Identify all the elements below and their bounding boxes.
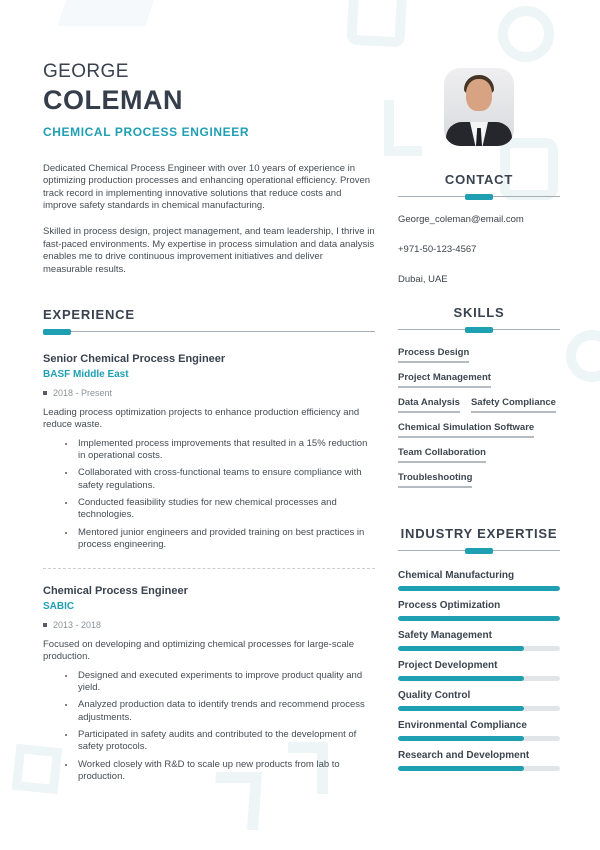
skills-section — [398, 305, 560, 488]
job-title: Senior Chemical Process Engineer — [43, 352, 226, 365]
job-bullet: • Participated in safety audits and contributed to the development of safety protocols. — [76, 729, 375, 754]
contact-list — [398, 214, 560, 285]
contact-item: Dubai, UAE — [398, 274, 448, 285]
expertise-progress-track — [398, 766, 560, 771]
first-name: GEORGE — [43, 61, 129, 82]
expertise-item — [398, 690, 560, 711]
experience-heading: EXPERIENCE — [43, 306, 135, 322]
expertise-label: Chemical Manufacturing — [398, 570, 515, 581]
job-bullet: • Worked closely with R&D to scale up new products from lab to production. — [76, 759, 375, 784]
expertise-label: Environmental Compliance — [398, 720, 527, 731]
divider-accent-segment — [465, 548, 493, 554]
divider-accent-segment — [43, 329, 71, 335]
last-name: COLEMAN — [43, 84, 183, 115]
job-bullet: • Conducted feasibility studies for new chemical processes and technologies. — [76, 497, 375, 522]
expertise-item — [398, 660, 560, 681]
expertise-label: Process Optimization — [398, 600, 501, 611]
summary-paragraph: Skilled in process design, project management, and team leadership, I thrive in fast-paced environments. My expertise in process simulation and data analysis enables me to drive continuous improvement initiatives and deliver measurable results. — [43, 226, 375, 275]
job-company: SABIC — [43, 600, 75, 612]
job-company: BASF Middle East — [43, 368, 129, 380]
date-square-icon — [43, 391, 47, 395]
contact-section — [398, 172, 560, 285]
expertise-label: Quality Control — [398, 690, 471, 701]
contact-item: George_coleman@email.com — [398, 214, 524, 225]
expertise-progress-fill — [398, 706, 524, 711]
section-divider — [398, 327, 560, 333]
expertise-item — [398, 600, 560, 621]
skill-tag: Data Analysis — [398, 397, 460, 413]
job-intro: Focused on developing and optimizing chemical processes for large-scale production. — [43, 638, 355, 663]
expertise-progress-fill — [398, 766, 524, 771]
divider-accent-segment — [465, 327, 493, 333]
experience-section — [43, 307, 375, 784]
date-square-icon — [43, 623, 47, 627]
expertise-list — [398, 570, 560, 771]
contact-item: +971-50-123-4567 — [398, 244, 477, 255]
expertise-progress-track — [398, 676, 560, 681]
section-divider — [398, 194, 560, 200]
job-list — [43, 353, 375, 784]
expertise-progress-track — [398, 736, 560, 741]
job-dates — [43, 388, 375, 398]
job-bullet: • Designed and executed experiments to improve product quality and yield. — [76, 670, 375, 695]
job-bullet-list — [43, 670, 375, 784]
job-bullet: • Collaborated with cross-functional teams to ensure compliance with safety regulations. — [76, 467, 375, 492]
job-bullet-list — [43, 438, 375, 552]
skill-tag: Process Design — [398, 347, 469, 363]
skill-tag: Safety Compliance — [471, 397, 556, 413]
job-dates-text: 2013 - 2018 — [53, 619, 102, 630]
skill-tag: Team Collaboration — [398, 447, 486, 463]
expertise-progress-track — [398, 706, 560, 711]
profile-photo — [444, 68, 514, 146]
name-block — [43, 62, 375, 139]
expertise-progress-fill — [398, 646, 524, 651]
side-column — [398, 62, 560, 788]
skill-tag: Troubleshooting — [398, 472, 472, 488]
job-title: Chemical Process Engineer — [43, 584, 188, 597]
skills-heading: SKILLS — [453, 305, 505, 320]
expertise-item — [398, 570, 560, 591]
expertise-progress-fill — [398, 586, 560, 591]
industry-expertise-section — [398, 526, 560, 771]
skills-list — [398, 347, 560, 488]
expertise-item — [398, 630, 560, 651]
summary-section — [43, 163, 375, 277]
job-dates-text: 2018 - Present — [53, 387, 113, 398]
expertise-progress-fill — [398, 736, 524, 741]
expertise-item — [398, 720, 560, 741]
expertise-progress-fill — [398, 676, 524, 681]
divider-line — [43, 331, 375, 332]
expertise-label: Research and Development — [398, 750, 530, 761]
expertise-progress-fill — [398, 616, 560, 621]
job-bullet: • Implemented process improvements that resulted in a 15% reduction in operational costs. — [76, 438, 375, 463]
skill-tag: Project Management — [398, 372, 491, 388]
contact-heading: CONTACT — [444, 172, 514, 187]
expertise-item — [398, 750, 560, 771]
main-column — [43, 62, 375, 788]
expertise-progress-track — [398, 616, 560, 621]
job-bullet: • Analyzed production data to identify trends and recommend process adjustments. — [76, 699, 375, 724]
industry-expertise-heading: INDUSTRY EXPERTISE — [400, 526, 558, 541]
job-entry — [43, 568, 375, 784]
section-divider — [43, 329, 375, 335]
summary-paragraph: Dedicated Chemical Process Engineer with over 10 years of experience in optimizing production processes and enhancing operational efficiency. Proven track record in implementing innovative solutions that reduce costs and improve safety standards in chemical manufacturing. — [43, 162, 371, 212]
job-intro: Leading process optimization projects to enhance production efficiency and reduce waste. — [43, 406, 360, 431]
job-title-headline: CHEMICAL PROCESS ENGINEER — [43, 124, 250, 139]
divider-accent-segment — [465, 194, 493, 200]
job-entry — [43, 353, 375, 552]
skill-tag: Chemical Simulation Software — [398, 422, 534, 438]
expertise-progress-track — [398, 646, 560, 651]
expertise-progress-track — [398, 586, 560, 591]
photo-face — [466, 79, 492, 111]
section-divider — [398, 548, 560, 554]
job-dates — [43, 620, 375, 630]
expertise-label: Safety Management — [398, 630, 492, 641]
job-bullet: • Mentored junior engineers and provided training on best practices in process engineering. — [76, 527, 375, 552]
expertise-label: Project Development — [398, 660, 498, 671]
